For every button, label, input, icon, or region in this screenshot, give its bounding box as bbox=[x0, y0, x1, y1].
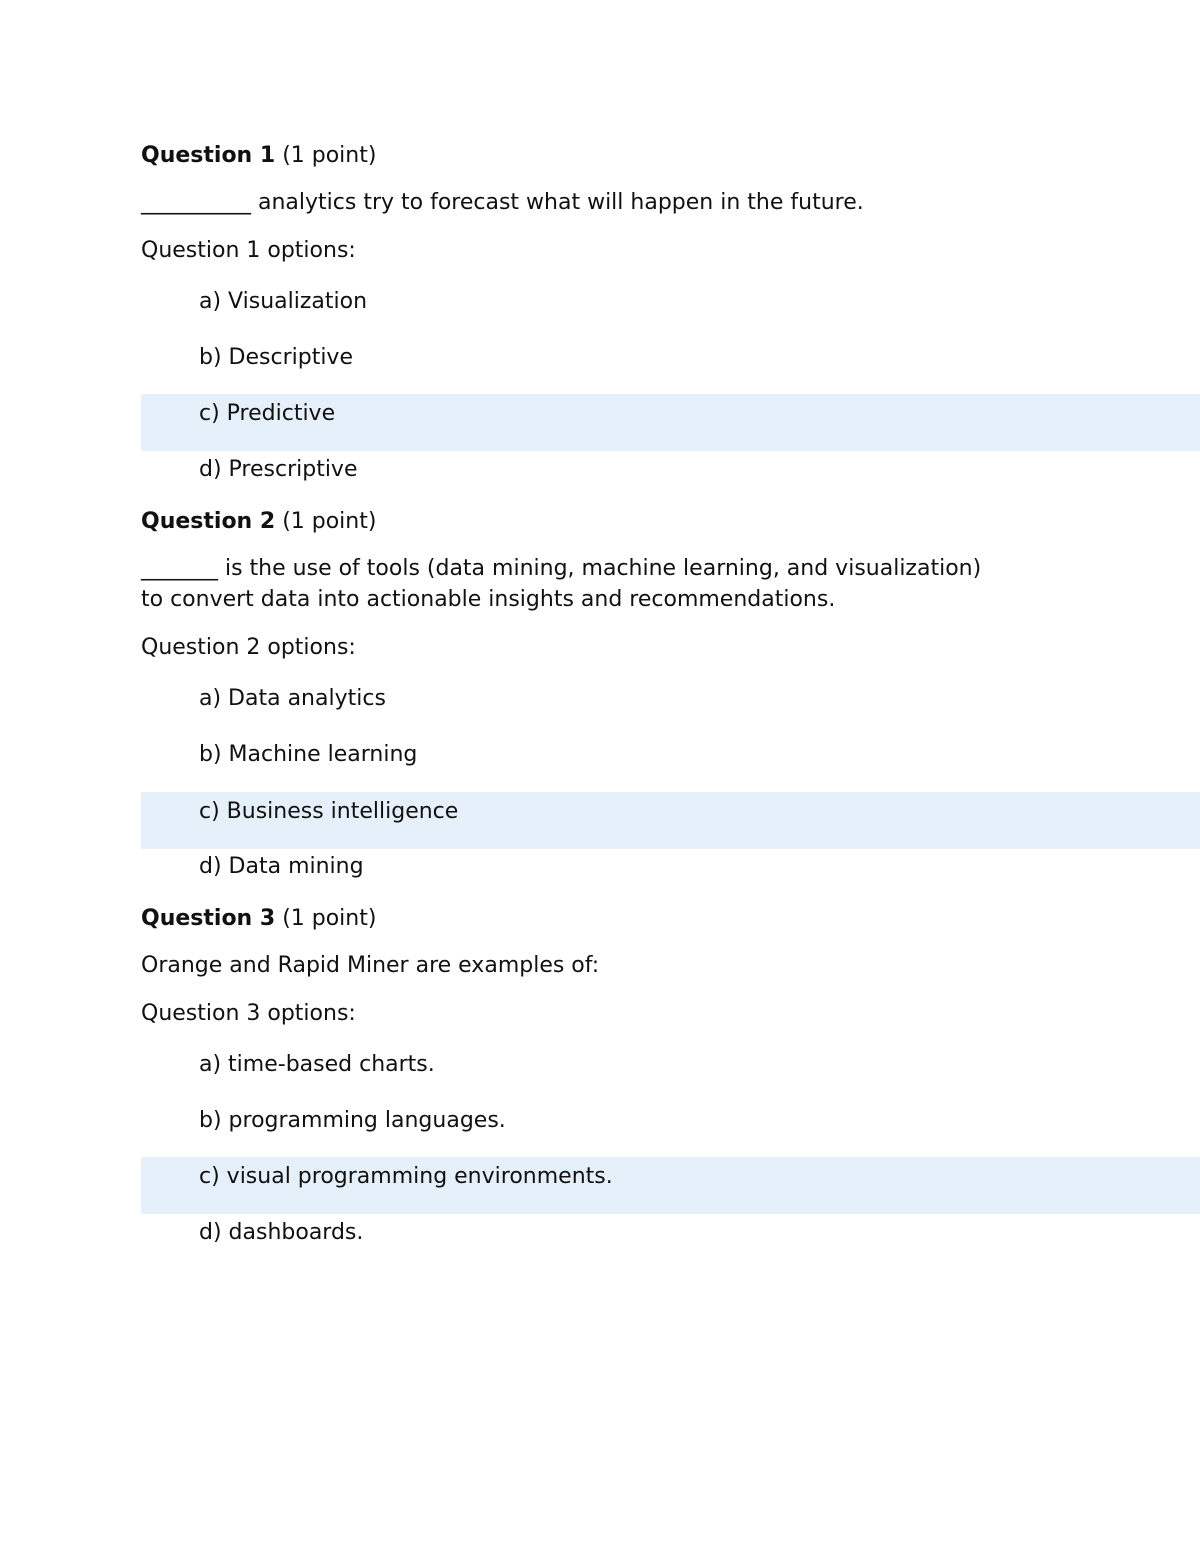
question-2-option-a[interactable] bbox=[141, 679, 1200, 736]
question-2-options-label: Question 2 options: bbox=[141, 635, 356, 660]
option-label: c) visual programming environments. bbox=[199, 1164, 613, 1189]
question-3-title: Question 3 bbox=[141, 906, 276, 931]
question-2-header bbox=[141, 506, 376, 537]
question-1-title: Question 1 bbox=[141, 143, 276, 168]
question-2-stem-line-2: to convert data into actionable insights and recommendations. bbox=[141, 587, 836, 612]
question-3-options-label: Question 3 options: bbox=[141, 1001, 356, 1026]
option-label: d) dashboards. bbox=[199, 1220, 364, 1245]
question-3-option-a[interactable] bbox=[141, 1045, 1200, 1102]
question-2-option-d[interactable] bbox=[141, 847, 1200, 904]
question-1-option-c[interactable] bbox=[141, 394, 1200, 451]
question-3-stem: Orange and Rapid Miner are examples of: bbox=[141, 953, 600, 978]
question-3-option-b[interactable] bbox=[141, 1101, 1200, 1158]
question-2-stem-line-1: _______ is the use of tools (data mining, machine learning, and visualization) bbox=[141, 556, 982, 581]
question-1-points: (1 point) bbox=[282, 143, 377, 168]
question-3-option-d[interactable] bbox=[141, 1213, 1200, 1270]
question-2-option-b[interactable] bbox=[141, 735, 1200, 792]
option-label: d) Data mining bbox=[199, 854, 364, 879]
option-label: a) time-based charts. bbox=[199, 1052, 435, 1077]
question-1-option-b[interactable] bbox=[141, 338, 1200, 395]
question-2-option-c[interactable] bbox=[141, 792, 1200, 849]
question-1-option-a[interactable] bbox=[141, 282, 1200, 339]
question-3-points: (1 point) bbox=[282, 906, 377, 931]
question-3-option-c[interactable] bbox=[141, 1157, 1200, 1214]
option-label: d) Prescriptive bbox=[199, 457, 358, 482]
question-1-options-label: Question 1 options: bbox=[141, 238, 356, 263]
option-label: b) programming languages. bbox=[199, 1108, 506, 1133]
option-label: b) Descriptive bbox=[199, 345, 353, 370]
option-label: a) Data analytics bbox=[199, 686, 386, 711]
question-2-title: Question 2 bbox=[141, 509, 276, 534]
question-1-header bbox=[141, 140, 376, 171]
option-label: a) Visualization bbox=[199, 289, 368, 314]
question-1-stem: __________ analytics try to forecast what will happen in the future. bbox=[141, 190, 864, 215]
question-2-points: (1 point) bbox=[282, 509, 377, 534]
question-1-option-d[interactable] bbox=[141, 450, 1200, 507]
option-label: b) Machine learning bbox=[199, 742, 418, 767]
option-label: c) Predictive bbox=[199, 401, 336, 426]
question-3-header bbox=[141, 903, 376, 934]
option-label: c) Business intelligence bbox=[199, 799, 459, 824]
